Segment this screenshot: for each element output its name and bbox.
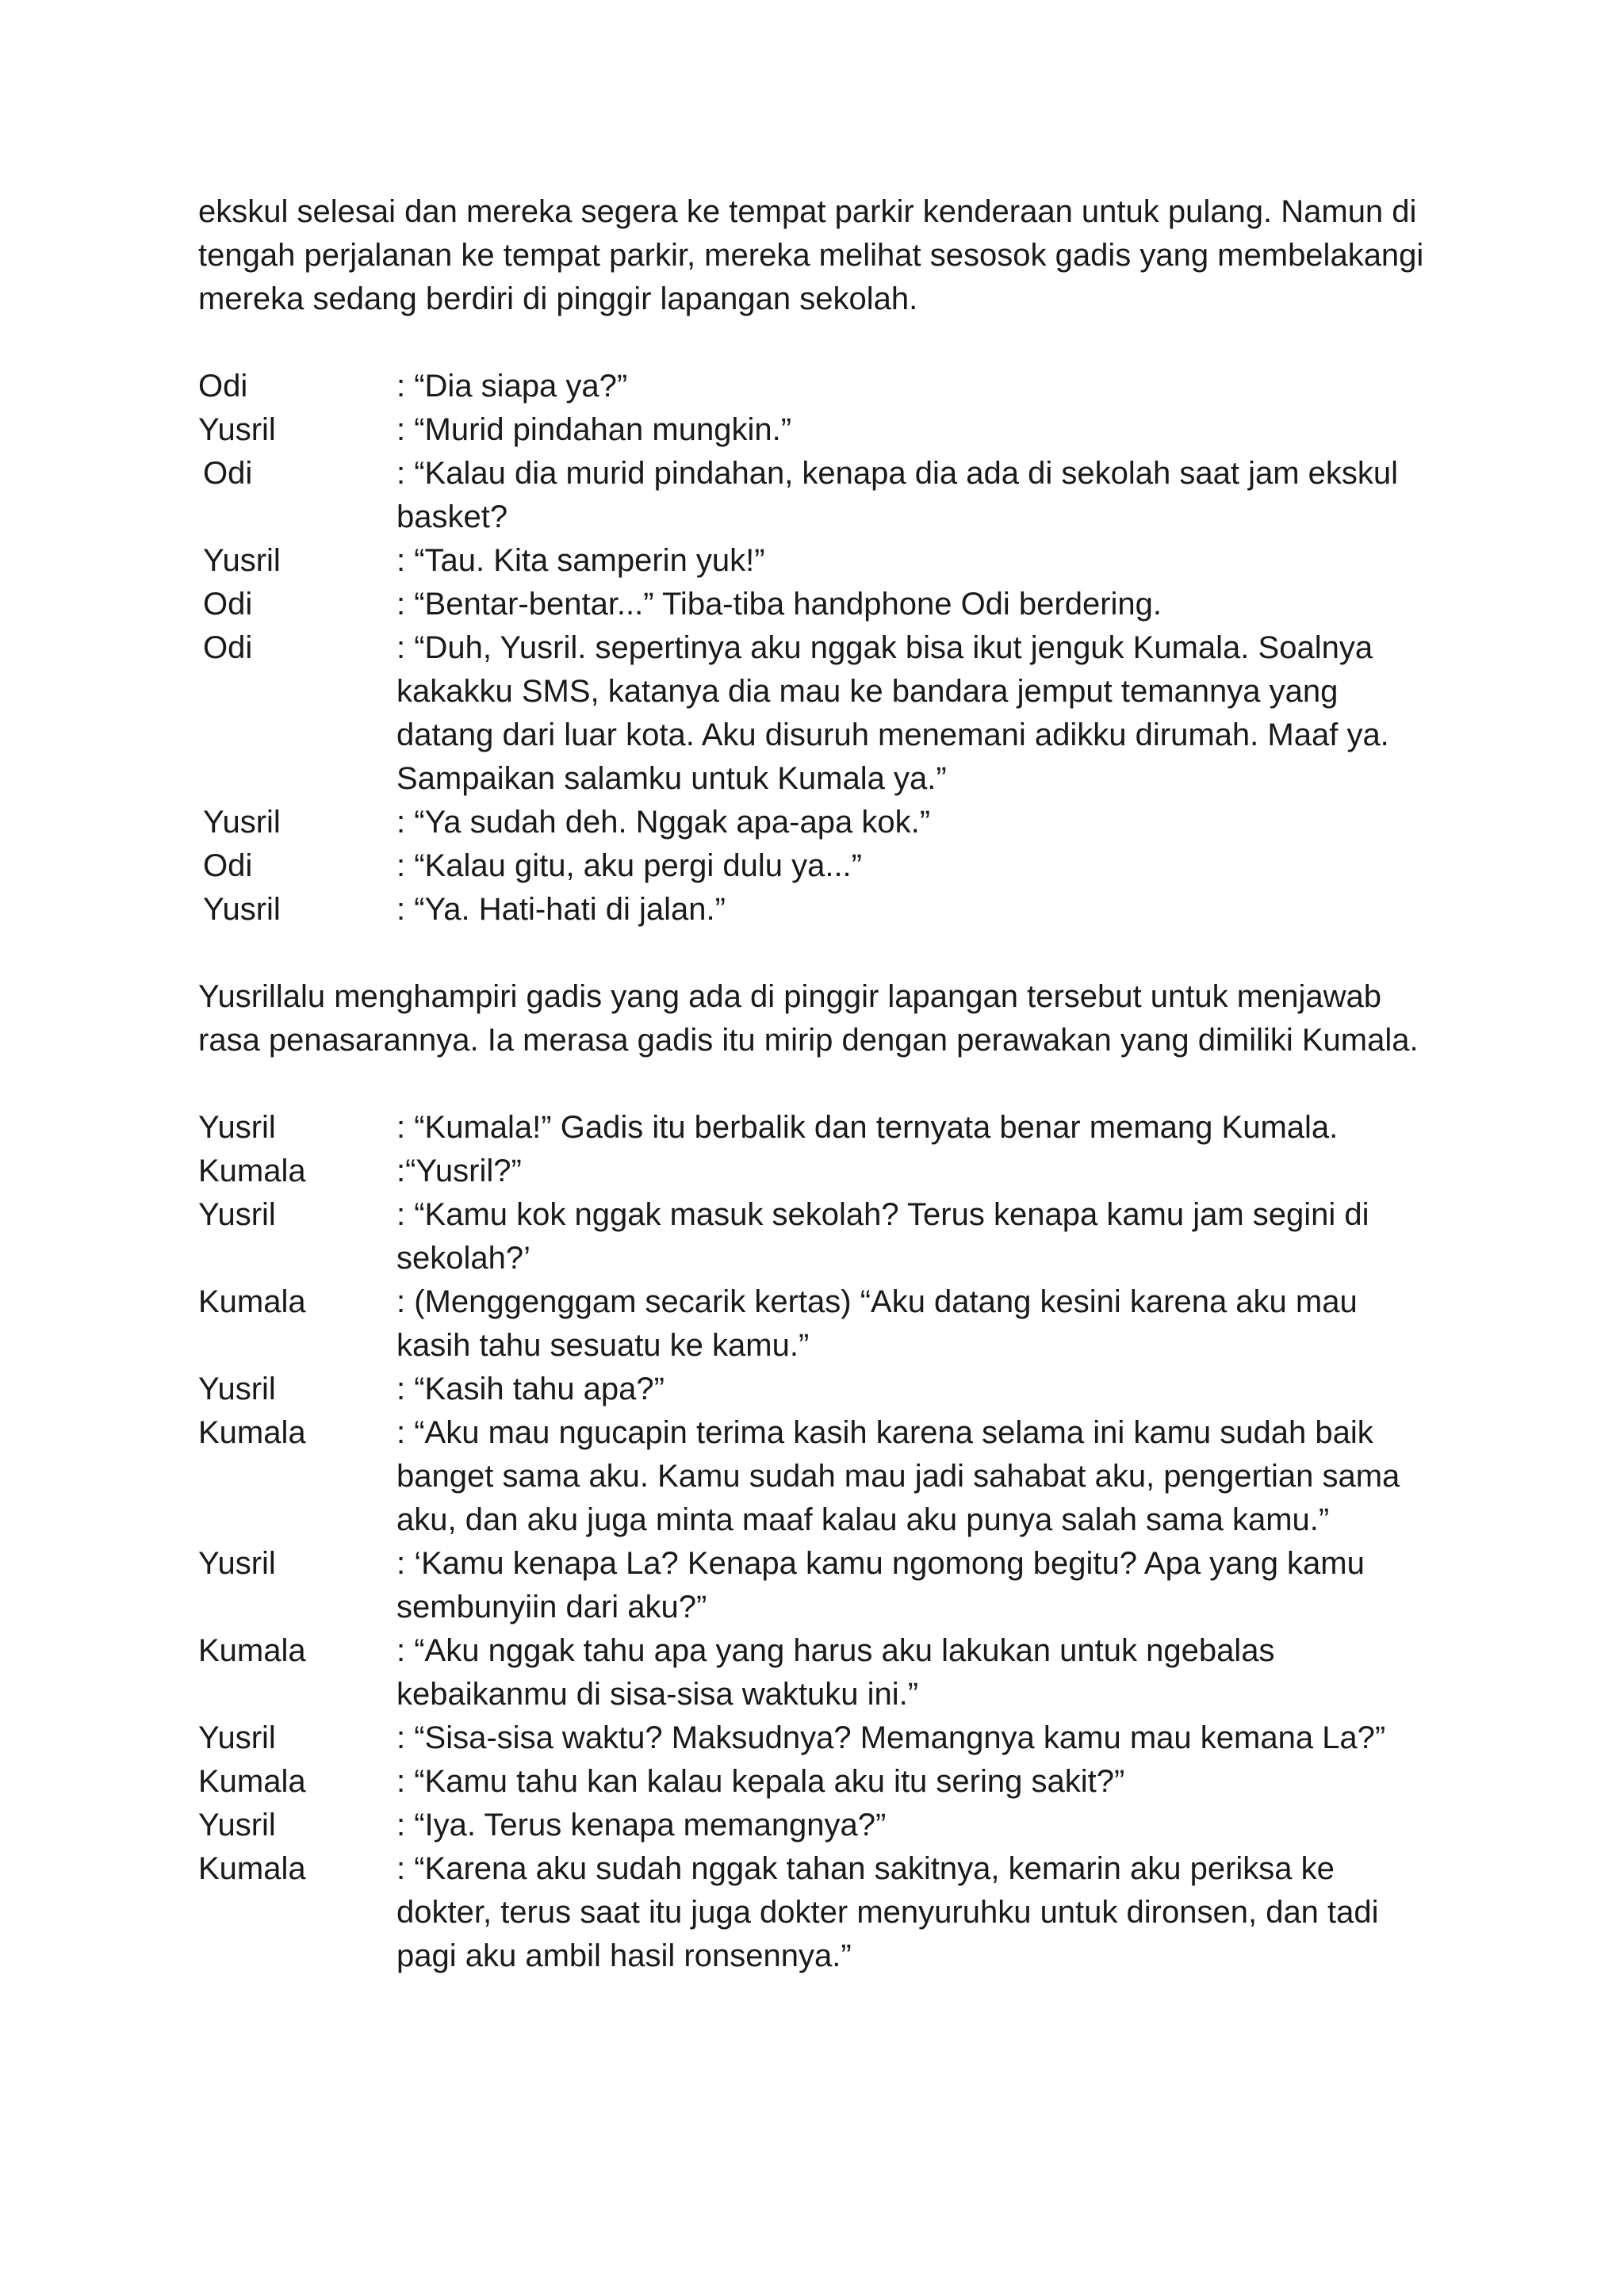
dialogue-line: : “Sisa-sisa waktu? Maksudnya? Memangnya kamu mau kemana La?” [396,1720,1386,1755]
dialogue-line: : “Dia siapa ya?” [396,369,628,404]
speaker-name: Yusril [203,805,281,840]
speaker-name: Odi [203,456,253,491]
dialogue-line: : “Murid pindahan mungkin.” [396,412,792,447]
dialogue-line: : “Kamu tahu kan kalau kepala aku itu sering sakit?” [396,1764,1125,1799]
dialogue-line: : “Kasih tahu apa?” [396,1372,665,1406]
dialogue-row [198,1368,1435,1411]
speaker-name: Kumala [198,1633,306,1668]
speaker-name: Odi [203,848,253,883]
speaker-name: Kumala [198,1851,306,1886]
dialogue-line: : “Kumala!” Gadis itu berbalik dan ternyata benar memang Kumala. [396,1110,1339,1145]
dialogue-row [198,452,1435,539]
dialogue-line: : “Duh, Yusril. sepertinya aku nggak bisa ikut jenguk Kumala. Soalnya kakakku SMS, katanya dia mau ke bandara jemput temannya yang datang dari luar kota. Aku disuruh menemani adikku dirumah. Maaf ya. Sampaikan salamku untuk Kumala ya.” [396,630,1389,796]
speaker-name: Odi [198,369,248,404]
dialogue-row [198,408,1435,452]
speaker-name: Yusril [198,1720,276,1755]
paragraph-narration: Yusrillalu menghampiri gadis yang ada di pinggir lapangan tersebut untuk menjawab rasa penasarannya. Ia merasa gadis itu mirip dengan perawakan yang dimiliki Kumala. [198,979,1419,1058]
dialogue-line: : ‘Kamu kenapa La? Kenapa kamu ngomong begitu? Apa yang kamu sembunyiin dari aku?” [396,1546,1365,1624]
speaker-name: Yusril [198,412,276,447]
dialogue-line: : “Ya sudah deh. Nggak apa-apa kok.” [396,805,931,840]
dialogue-row [198,1106,1435,1150]
dialogue-row [198,1760,1435,1804]
speaker-name: Kumala [198,1764,306,1799]
dialogue-row [198,1716,1435,1760]
speaker-name: Yusril [198,1110,276,1145]
dialogue-block-1 [198,365,1435,932]
dialogue-row [198,1150,1435,1193]
dialogue-line: :“Yusril?” [396,1154,522,1188]
dialogue-line: : “Kalau gitu, aku pergi dulu ya...” [396,848,862,883]
dialogue-row [198,1542,1435,1629]
dialogue-row [198,1629,1435,1716]
dialogue-line: : “Tau. Kita samperin yuk!” [396,543,765,578]
speaker-name: Yusril [198,1372,276,1406]
dialogue-row [198,888,1435,932]
speaker-name: Yusril [203,892,281,927]
dialogue-row [198,583,1435,626]
dialogue-line: : “Kamu kok nggak masuk sekolah? Terus kenapa kamu jam segini di sekolah?’ [396,1197,1369,1276]
dialogue-line: : “Aku nggak tahu apa yang harus aku lakukan untuk ngebalas kebaikanmu di sisa-sisa waktuku ini.” [396,1633,1275,1712]
speaker-name: Yusril [198,1546,276,1581]
dialogue-line: : “Karena aku sudah nggak tahan sakitnya, kemarin aku periksa ke dokter, terus saat itu juga dokter menyuruhku untuk dironsen, dan tadi pagi aku ambil hasil ronsennya.” [396,1851,1379,1973]
speaker-name: Kumala [198,1154,306,1188]
dialogue-row [198,801,1435,844]
dialogue-row [198,1847,1435,1978]
dialogue-line: : (Menggenggam secarik kertas) “Aku datang kesini karena aku mau kasih tahu sesuatu ke kamu.” [396,1284,1358,1363]
dialogue-row [198,1193,1435,1280]
speaker-name: Kumala [198,1415,306,1450]
dialogue-line: : “Kalau dia murid pindahan, kenapa dia ada di sekolah saat jam ekskul basket? [396,456,1399,534]
speaker-name: Yusril [198,1197,276,1232]
speaker-name: Kumala [198,1284,306,1319]
dialogue-line: : “Iya. Terus kenapa memangnya?” [396,1808,887,1843]
speaker-name: Yusril [203,543,281,578]
dialogue-row [198,1280,1435,1368]
dialogue-block-2 [198,1106,1435,1978]
dialogue-row [198,1804,1435,1847]
speaker-name: Yusril [198,1808,276,1843]
speaker-name: Odi [203,587,253,622]
dialogue-row [198,626,1435,801]
dialogue-row [198,539,1435,583]
speaker-name: Odi [203,630,253,665]
paragraph-opening: ekskul selesai dan mereka segera ke tempat parkir kenderaan untuk pulang. Namun di tengah perjalanan ke tempat parkir, mereka melihat sesosok gadis yang membelakangi mereka sedang berdiri di pinggir lapangan sekolah. [198,194,1424,316]
dialogue-line: : “Bentar-bentar...” Tiba-tiba handphone Odi berdering. [396,587,1162,622]
dialogue-line: : “Aku mau ngucapin terima kasih karena selama ini kamu sudah baik banget sama aku. Kamu sudah mau jadi sahabat aku, pengertian sama aku, dan aku juga minta maaf kalau aku punya salah sama kamu.” [396,1415,1400,1537]
dialogue-row [198,844,1435,888]
dialogue-line: : “Ya. Hati-hati di jalan.” [396,892,726,927]
dialogue-row [198,1411,1435,1542]
document-body [198,190,1435,2022]
dialogue-row [198,365,1435,408]
